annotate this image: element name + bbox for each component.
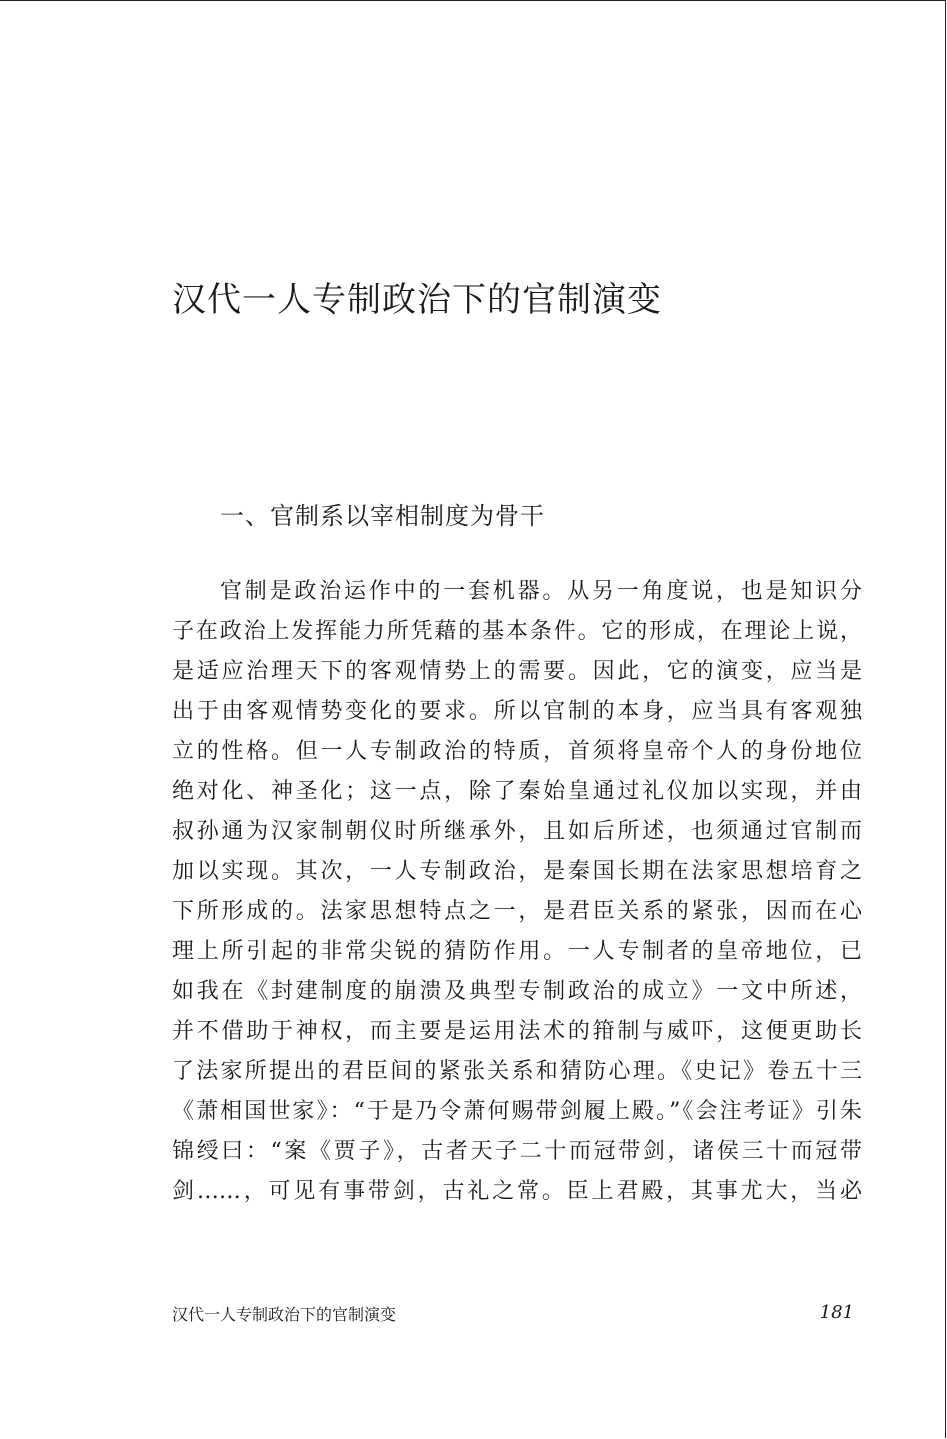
- paragraph-line: 出于由客观情势变化的要求。所以官制的本身，应当具有客观独: [172, 699, 862, 724]
- paragraph-line: 立的性格。但一人专制政治的特质，首须将皇帝个人的身份地位: [172, 739, 862, 764]
- paragraph-line: 锦绶曰：“案《贾子》，古者天子二十而冠带剑，诸侯三十而冠带: [172, 1139, 862, 1164]
- paragraph-line: 《萧相国世家》：“于是乃令萧何赐带剑履上殿。”《会注考证》引朱: [172, 1099, 862, 1124]
- paragraph-line: 是适应治理天下的客观情势上的需要。因此，它的演变，应当是: [172, 659, 862, 684]
- paragraph-line: 下所形成的。法家思想特点之一，是君臣关系的紧张，因而在心: [172, 899, 862, 924]
- paragraph-line: 了法家所提出的君臣间的紧张关系和猜防心理。《史记》卷五十三: [172, 1059, 862, 1084]
- paragraph-line: 如我在《封建制度的崩溃及典型专制政治的成立》一文中所述，: [172, 979, 862, 1004]
- paragraph-line: 理上所引起的非常尖锐的猜防作用。一人专制者的皇帝地位，已: [172, 939, 862, 964]
- paragraph-line: 并不借助于神权，而主要是运用法术的箝制与威吓，这便更助长: [172, 1019, 862, 1044]
- paragraph-line: 官制是政治运作中的一套机器。从另一角度说，也是知识分: [220, 579, 862, 604]
- paragraph-line: 加以实现。其次，一人专制政治，是秦国长期在法家思想培育之: [172, 859, 862, 884]
- page-number: 181: [819, 1302, 854, 1323]
- chapter-title: 汉代一人专制政治下的官制演变: [172, 280, 662, 320]
- section-heading: 一、官制系以宰相制度为骨干: [220, 502, 545, 530]
- paragraph-line: 绝对化、神圣化；这一点，除了秦始皇通过礼仪加以实现，并由: [172, 779, 862, 804]
- running-title: 汉代一人专制政治下的官制演变: [172, 1305, 397, 1324]
- page-footer: [172, 1302, 858, 1328]
- body-text: [172, 577, 862, 1217]
- paragraph-line: 剑……，可见有事带剑，古礼之常。臣上君殿，其事尤大，当必: [172, 1179, 862, 1204]
- paragraph-line: 子在政治上发挥能力所凭藉的基本条件。它的形成，在理论上说，: [172, 619, 862, 644]
- paragraph-line: 叔孙通为汉家制朝仪时所继承外，且如后所述，也须通过官制而: [172, 819, 862, 844]
